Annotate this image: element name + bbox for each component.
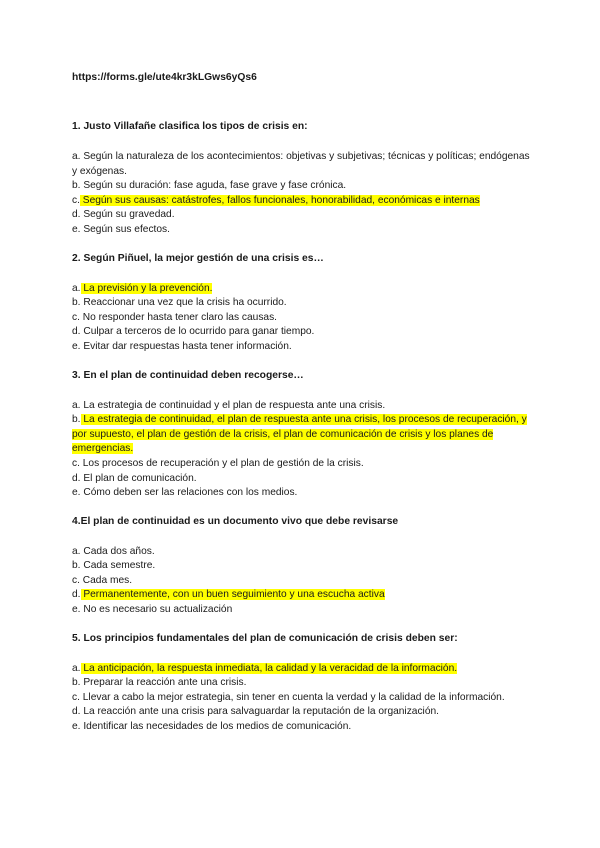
option-c [72, 574, 532, 589]
option-text: La estrategia de continuidad y el plan de respuesta ante una crisis. [80, 399, 386, 411]
option-letter: c. [72, 691, 80, 703]
option-letter: d. [72, 589, 81, 601]
question-4 [72, 515, 532, 618]
option-text: La reacción ante una crisis para salvaguardar la reputación de la organización. [80, 706, 439, 718]
option-letter: d. [72, 326, 81, 338]
option-text: Culpar a terceros de lo ocurrido para ganar tiempo. [80, 326, 315, 338]
option-c [72, 457, 532, 472]
option-letter: d. [72, 209, 81, 221]
option-letter: a. [72, 399, 81, 411]
form-url[interactable]: https://forms.gle/ute4kr3kLGws6yQs6 [72, 72, 257, 83]
option-a [72, 545, 532, 560]
option-text-highlighted: La anticipación, la respuesta inmediata, la calidad y la veracidad de la información. [80, 662, 458, 674]
option-d [72, 208, 532, 223]
option-a [72, 150, 532, 179]
option-text-highlighted: Según sus causas: catástrofes, fallos funcionales, honorabilidad, económicas e internas [79, 194, 480, 206]
question-title: 3. En el plan de continuidad deben recogerse… [72, 369, 304, 381]
question-title: 4.El plan de continuidad es un documento vivo que debe revisarse [72, 515, 399, 527]
option-letter: b. [72, 560, 81, 572]
option-letter: a. [72, 282, 81, 294]
option-c [72, 311, 532, 326]
option-text: Cada mes. [79, 574, 133, 586]
option-text: Según su gravedad. [80, 209, 175, 221]
question-title: 2. Según Piñuel, la mejor gestión de una crisis es… [72, 252, 324, 264]
options-list [72, 662, 532, 735]
option-text: Cada semestre. [80, 560, 156, 572]
option-text: Cada dos años. [80, 545, 155, 557]
option-letter: e. [72, 340, 81, 352]
option-text: El plan de comunicación. [80, 472, 197, 484]
option-text: Llevar a cabo la mejor estrategia, sin tener en cuenta la verdad y la calidad de la información. [79, 691, 505, 703]
option-text: Los procesos de recuperación y el plan de gestión de la crisis. [79, 457, 364, 469]
option-letter: d. [72, 472, 81, 484]
option-letter: c. [72, 311, 80, 323]
option-d [72, 472, 532, 487]
document-page [72, 71, 532, 749]
option-b [72, 413, 532, 457]
option-letter: e. [72, 721, 81, 733]
option-d [72, 325, 532, 340]
option-text-highlighted: La estrategia de continuidad, el plan de respuesta ante una crisis, los procesos de recuperación, y por supuesto, el plan de gestión de la crisis, el plan de comunicación de crisis y los planes de emergencias. [72, 414, 527, 455]
option-e [72, 720, 532, 735]
option-text: Preparar la reacción ante una crisis. [80, 677, 247, 689]
option-letter: b. [72, 414, 81, 426]
option-e [72, 223, 532, 238]
option-letter: c. [72, 457, 80, 469]
option-b [72, 676, 532, 691]
options-list [72, 399, 532, 501]
option-letter: e. [72, 487, 81, 499]
option-b [72, 179, 532, 194]
question-1 [72, 120, 532, 238]
option-c [72, 194, 532, 209]
option-e [72, 486, 532, 501]
option-e [72, 340, 532, 355]
option-letter: b. [72, 180, 81, 192]
question-title: 1. Justo Villafañe clasifica los tipos de crisis en: [72, 121, 308, 132]
option-letter: b. [72, 677, 81, 689]
option-letter: a. [72, 662, 81, 674]
option-e [72, 603, 532, 618]
option-b [72, 296, 532, 311]
option-letter: c. [72, 574, 80, 586]
option-c [72, 691, 532, 706]
option-d [72, 705, 532, 720]
option-text-highlighted: La previsión y la prevención. [80, 282, 213, 294]
option-letter: a. [72, 151, 81, 162]
option-a [72, 399, 532, 414]
option-text: Según su duración: fase aguda, fase grave y fase crónica. [80, 180, 347, 192]
option-text: Según la naturaleza de los acontecimientos: objetivas y subjetivas; técnicas y políticas; endógenas y exógenas. [72, 151, 530, 177]
question-5 [72, 632, 532, 735]
option-letter: e. [72, 604, 81, 616]
options-list [72, 545, 532, 618]
option-a [72, 282, 532, 297]
option-text: Evitar dar respuestas hasta tener información. [80, 340, 292, 352]
option-text: Cómo deben ser las relaciones con los medios. [80, 487, 298, 499]
option-letter: c. [72, 194, 80, 206]
option-text: Identificar las necesidades de los medios de comunicación. [80, 721, 352, 733]
options-list [72, 150, 532, 238]
option-letter: a. [72, 545, 81, 557]
option-a [72, 662, 532, 677]
option-b [72, 559, 532, 574]
option-text-highlighted: Permanentemente, con un buen seguimiento y una escucha activa [80, 589, 385, 601]
option-text: Reaccionar una vez que la crisis ha ocurrido. [80, 297, 287, 309]
option-letter: d. [72, 706, 81, 718]
option-text: No responder hasta tener claro las causas. [79, 311, 278, 323]
option-letter: e. [72, 223, 81, 235]
option-letter: b. [72, 297, 81, 309]
option-text: No es necesario su actualización [80, 604, 233, 616]
question-title: 5. Los principios fundamentales del plan de comunicación de crisis deben ser: [72, 632, 458, 644]
option-d [72, 588, 532, 603]
options-list [72, 282, 532, 355]
question-3 [72, 369, 532, 501]
option-text: Según sus efectos. [80, 223, 170, 235]
question-2 [72, 252, 532, 355]
